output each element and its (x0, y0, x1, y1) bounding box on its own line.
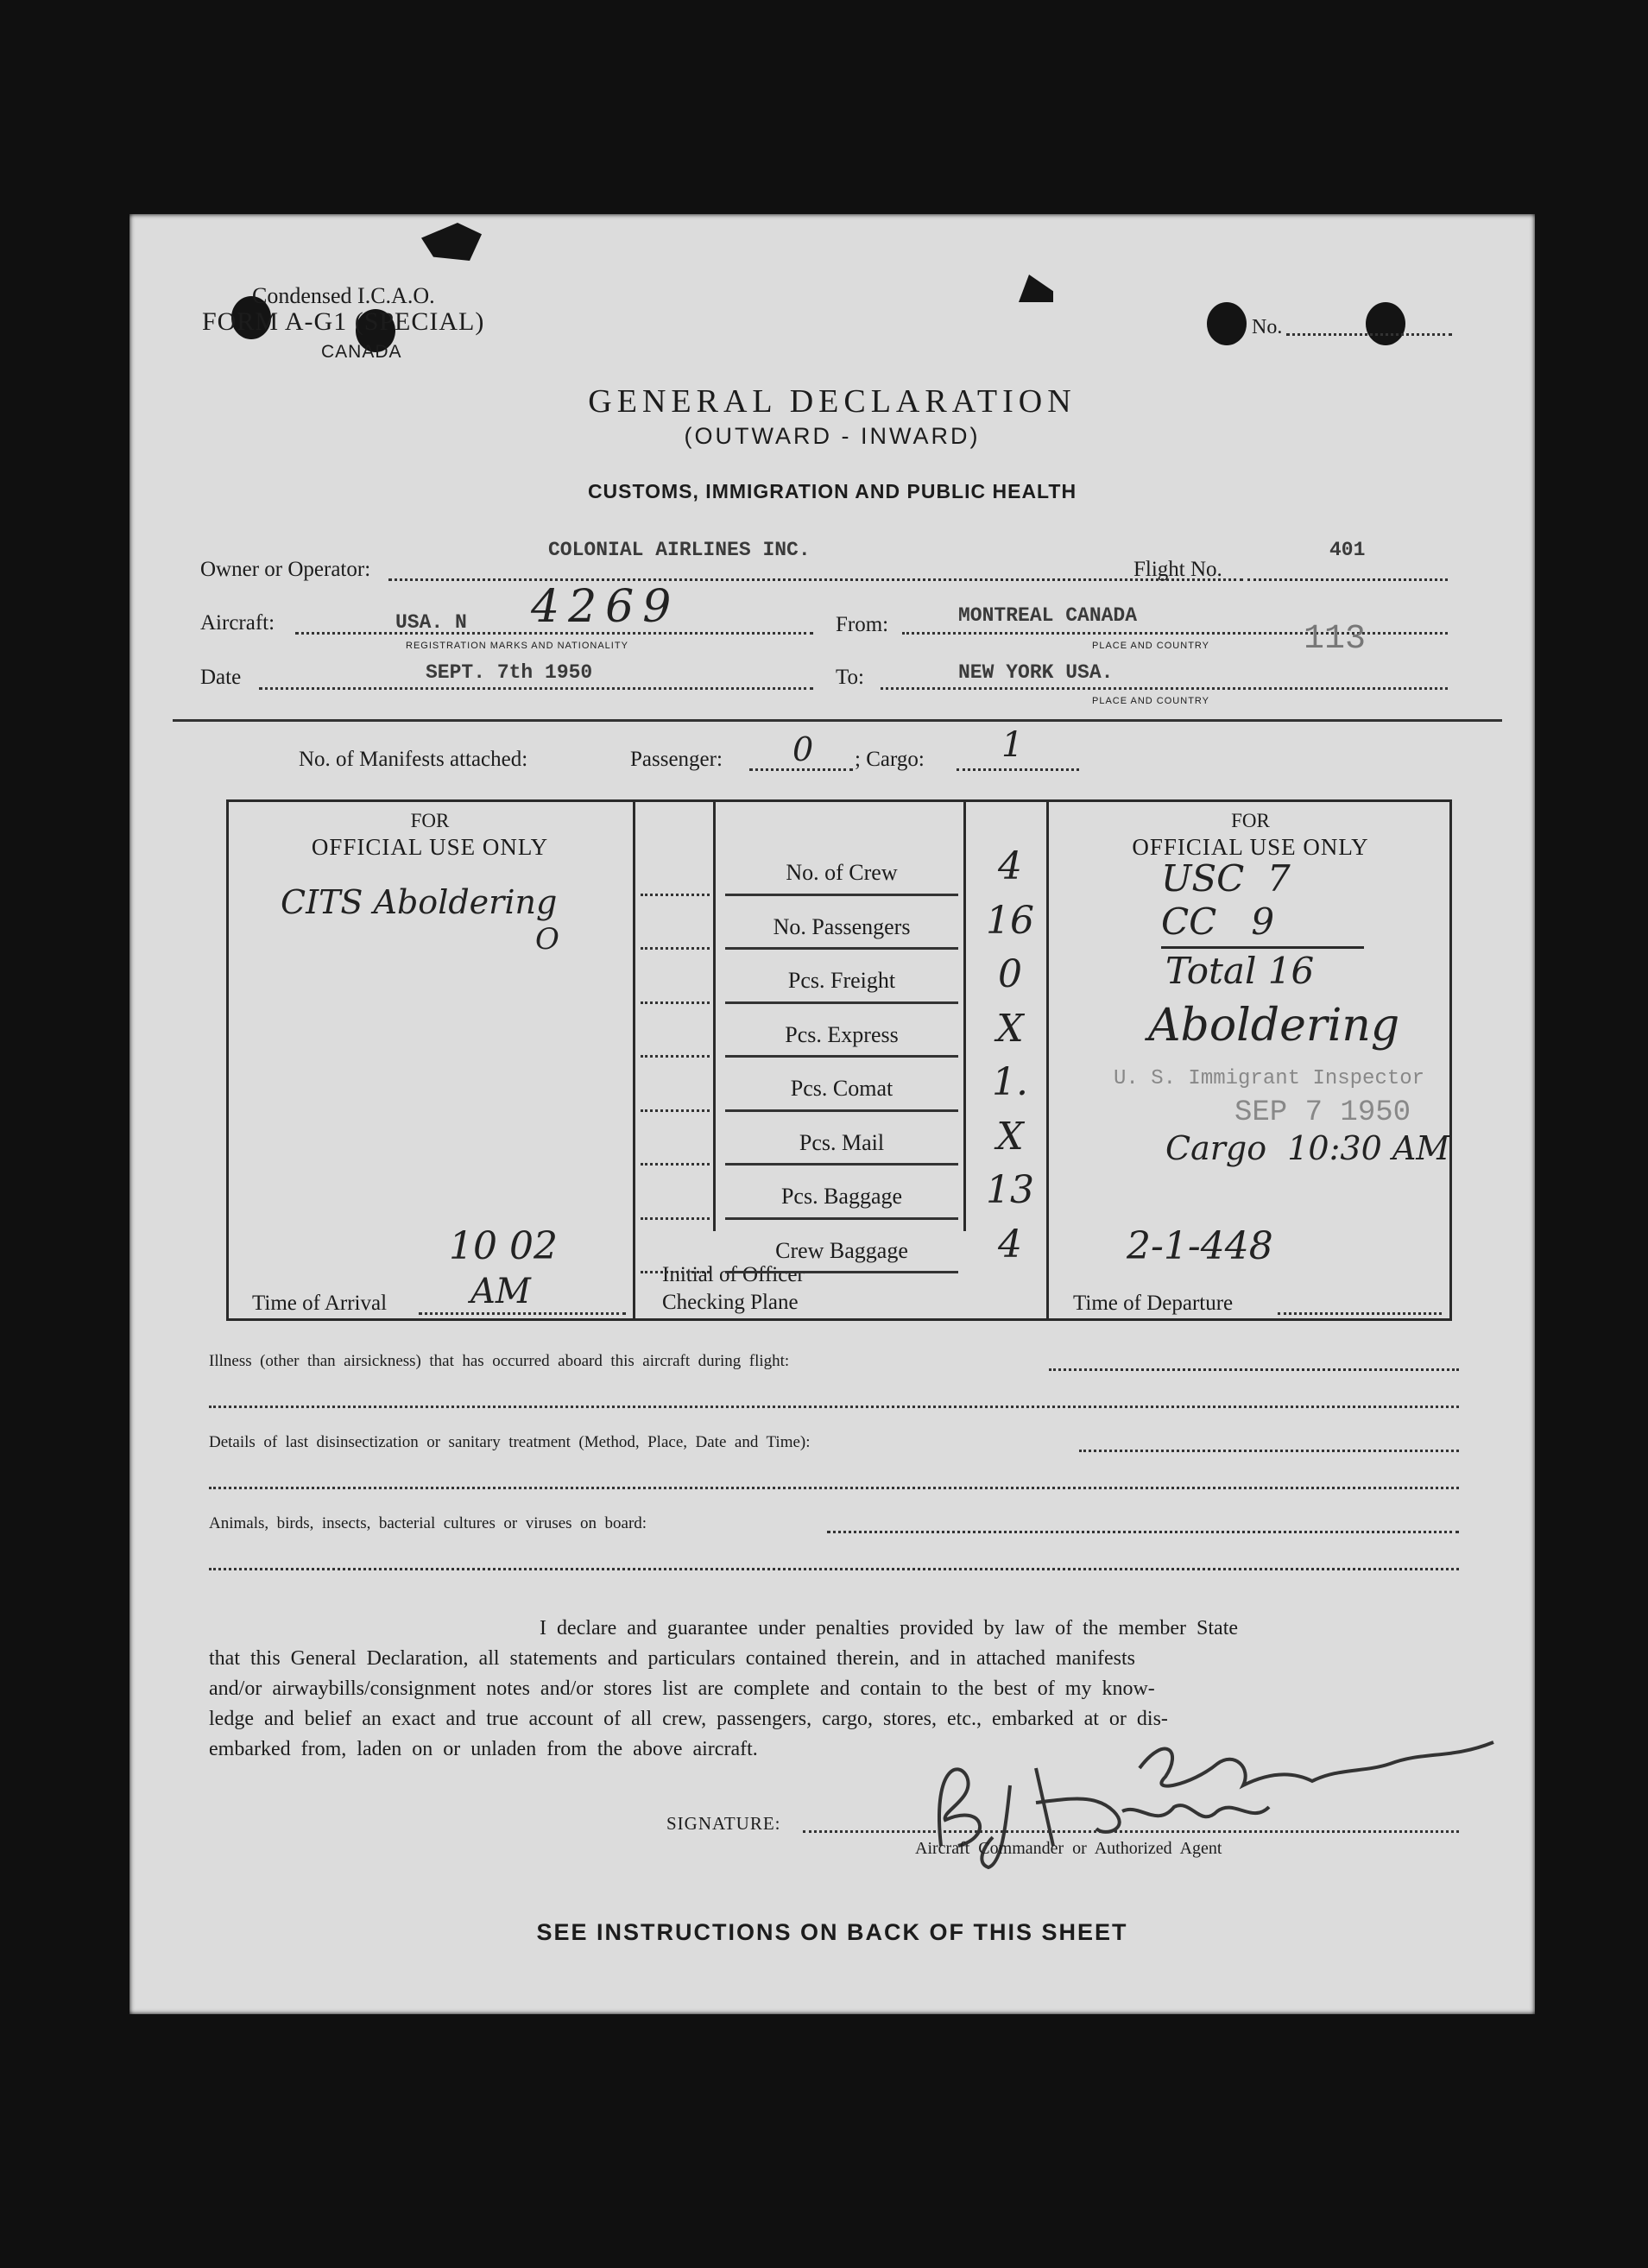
to-value: NEW YORK USA. (958, 661, 1114, 684)
table-row-label: Crew Baggage (775, 1237, 908, 1263)
subheading: CUSTOMS, IMMIGRATION AND PUBLIC HEALTH (587, 480, 1077, 502)
paper-tear (421, 223, 482, 261)
arrival-line (419, 1312, 626, 1315)
illness-line (1049, 1368, 1459, 1371)
from-side-number: 113 (1304, 620, 1367, 659)
table-row-dotted-rule (641, 947, 710, 950)
form-line-2: FORM A-G1 (SPECIAL) (202, 307, 485, 336)
declaration-line-4: ledge and belief an exact and true account of all crew, passengers, cargo, stores, etc., embarked at or dis- (209, 1708, 1168, 1730)
cargo-label: ; Cargo: (855, 748, 925, 771)
right-note-line4: Cargo 10:30 AM (1165, 1129, 1450, 1167)
right-official-label: OFFICIAL USE ONLY (1132, 834, 1369, 860)
flight-value: 401 (1329, 539, 1366, 561)
passenger-line (749, 768, 853, 771)
flight-label: Flight No. (1133, 558, 1222, 581)
declaration-line-1: I declare and guarantee under penalties provided by law of the member State (540, 1617, 1239, 1639)
right-note-line2: CC 9 (1161, 900, 1275, 943)
form-line-3: CANADA (321, 342, 402, 362)
table-divider (1046, 799, 1049, 1321)
page-title: GENERAL DECLARATION (588, 383, 1077, 420)
table-row-label: Pcs. Baggage (780, 1184, 903, 1209)
table-row-label: Pcs. Express (785, 1021, 899, 1047)
table-row-dotted-rule (641, 1109, 710, 1112)
table-row-value: 0 (998, 952, 1022, 996)
paper-tear (1019, 275, 1053, 302)
aircraft-label: Aircraft: (200, 611, 275, 635)
signature-label: SIGNATURE: (666, 1813, 781, 1834)
to-caption: PLACE AND COUNTRY (1092, 696, 1209, 706)
table-row-dotted-rule (641, 1271, 710, 1273)
to-label: To: (836, 666, 864, 689)
table-divider (633, 799, 635, 1321)
owner-label: Owner or Operator: (200, 558, 371, 581)
right-note-line3: Total 16 (1165, 950, 1315, 992)
owner-value: COLONIAL AIRLINES INC. (548, 539, 811, 561)
table-row-dotted-rule (641, 1055, 710, 1058)
right-for-label: FOR (1231, 810, 1270, 831)
table-row-label: Pcs. Freight (787, 968, 896, 993)
from-value: MONTREAL CANADA (958, 604, 1138, 627)
arrival-label: Time of Arrival (252, 1292, 388, 1315)
departure-label: Time of Departure (1073, 1292, 1234, 1315)
number-label: No. (1252, 316, 1283, 338)
right-note-number: 2-1-448 (1127, 1224, 1273, 1268)
date-label: Date (200, 666, 242, 689)
table-row-value: 16 (986, 898, 1034, 943)
table-row-rule (725, 1055, 958, 1058)
right-note-underline (1161, 946, 1364, 949)
table-divider (963, 799, 966, 1231)
arrival-time: 10 02 (449, 1224, 558, 1268)
table-row-rule (725, 1109, 958, 1112)
illness-line-2 (209, 1406, 1459, 1408)
table-row-label: No. Passengers (773, 913, 911, 939)
from-line (902, 632, 1448, 635)
animals-label: Animals, birds, insects, bacterial cultures or viruses on board: (209, 1514, 647, 1532)
table-row-value: X (996, 1006, 1024, 1051)
table-row-dotted-rule (641, 1001, 710, 1004)
table-row-rule (725, 1271, 958, 1273)
aircraft-value: USA. N (395, 611, 467, 634)
table-row-dotted-rule (641, 894, 710, 896)
animals-line (827, 1531, 1459, 1533)
declaration-line-2: that this General Declaration, all statements and particulars contained therein, and in attached manifests (209, 1647, 1135, 1670)
form-line-1: Condensed I.C.A.O. (252, 283, 435, 308)
right-note-signature: Aboldering (1148, 1000, 1400, 1052)
left-official-note: CITS Aboldering (281, 883, 558, 921)
table-row-dotted-rule (641, 1163, 710, 1166)
table-row-value: 13 (986, 1168, 1034, 1212)
departure-line (1278, 1312, 1442, 1315)
disinsection-label: Details of last disinsectization or sanitary treatment (Method, Place, Date and Time): (209, 1433, 811, 1451)
immigration-stamp-line1: U. S. Immigrant Inspector (1114, 1067, 1425, 1090)
immigration-stamp-date: SEP 7 1950 (1234, 1096, 1411, 1129)
animals-line-2 (209, 1568, 1459, 1570)
declaration-line-3: and/or airwaybills/consignment notes and/or stores list are complete and contain to the best of my know- (209, 1677, 1155, 1700)
table-row-rule (725, 1001, 958, 1004)
from-caption: PLACE AND COUNTRY (1092, 641, 1209, 651)
table-row-label: No. of Crew (786, 860, 898, 885)
passenger-value: 0 (792, 730, 814, 768)
instructions-footer: SEE INSTRUCTIONS ON BACK OF THIS SHEET (536, 1919, 1128, 1945)
table-row-rule (725, 894, 958, 896)
document-page (129, 214, 1535, 2014)
punch-hole (1366, 302, 1405, 345)
table-row-rule (725, 1163, 958, 1166)
arrival-ampm: AM (470, 1272, 531, 1311)
number-line (1286, 333, 1452, 336)
cargo-line (957, 768, 1079, 771)
disinsection-line-2 (209, 1487, 1459, 1489)
aircraft-number-handwritten: 4269 (531, 581, 680, 633)
table-row-value: X (996, 1114, 1024, 1159)
left-official-mark: O (535, 922, 559, 957)
officer-label-2: Checking Plane (662, 1291, 799, 1314)
right-note-line1: USC 7 (1161, 857, 1291, 900)
date-line (259, 687, 813, 690)
table-row-rule (725, 947, 958, 950)
to-line (881, 687, 1448, 690)
table-row-label: Pcs. Comat (790, 1076, 893, 1101)
officer-label-1: Initial of Officer (662, 1263, 805, 1286)
left-for-label: FOR (410, 810, 450, 831)
table-row-value: 1. (992, 1060, 1028, 1104)
passenger-label: Passenger: (630, 748, 723, 771)
cargo-value: 1 (1001, 725, 1024, 765)
table-row-label: Pcs. Mail (799, 1129, 885, 1155)
table-row-value: 4 (998, 1222, 1022, 1267)
owner-line (388, 578, 1243, 581)
aircraft-caption: REGISTRATION MARKS AND NATIONALITY (406, 641, 628, 651)
punch-hole (1207, 302, 1247, 345)
manifests-label: No. of Manifests attached: (299, 748, 528, 771)
table-row-value: 4 (998, 844, 1022, 888)
signature-caption: Aircraft Commander or Authorized Agent (915, 1839, 1222, 1858)
disinsection-line (1079, 1450, 1459, 1452)
left-official-label: OFFICIAL USE ONLY (311, 834, 549, 860)
table-row-rule (725, 1217, 958, 1220)
declaration-line-5: embarked from, laden on or unladen from the above aircraft. (209, 1738, 758, 1760)
table-row-dotted-rule (641, 1217, 710, 1220)
flight-line (1247, 578, 1448, 581)
date-value: SEPT. 7th 1950 (426, 661, 593, 684)
illness-label: Illness (other than airsickness) that has occurred aboard this aircraft during flight: (209, 1352, 790, 1370)
page-subtitle: (OUTWARD - INWARD) (684, 423, 981, 449)
table-divider (713, 799, 716, 1231)
from-label: From: (836, 613, 889, 636)
separator-line (173, 719, 1502, 722)
